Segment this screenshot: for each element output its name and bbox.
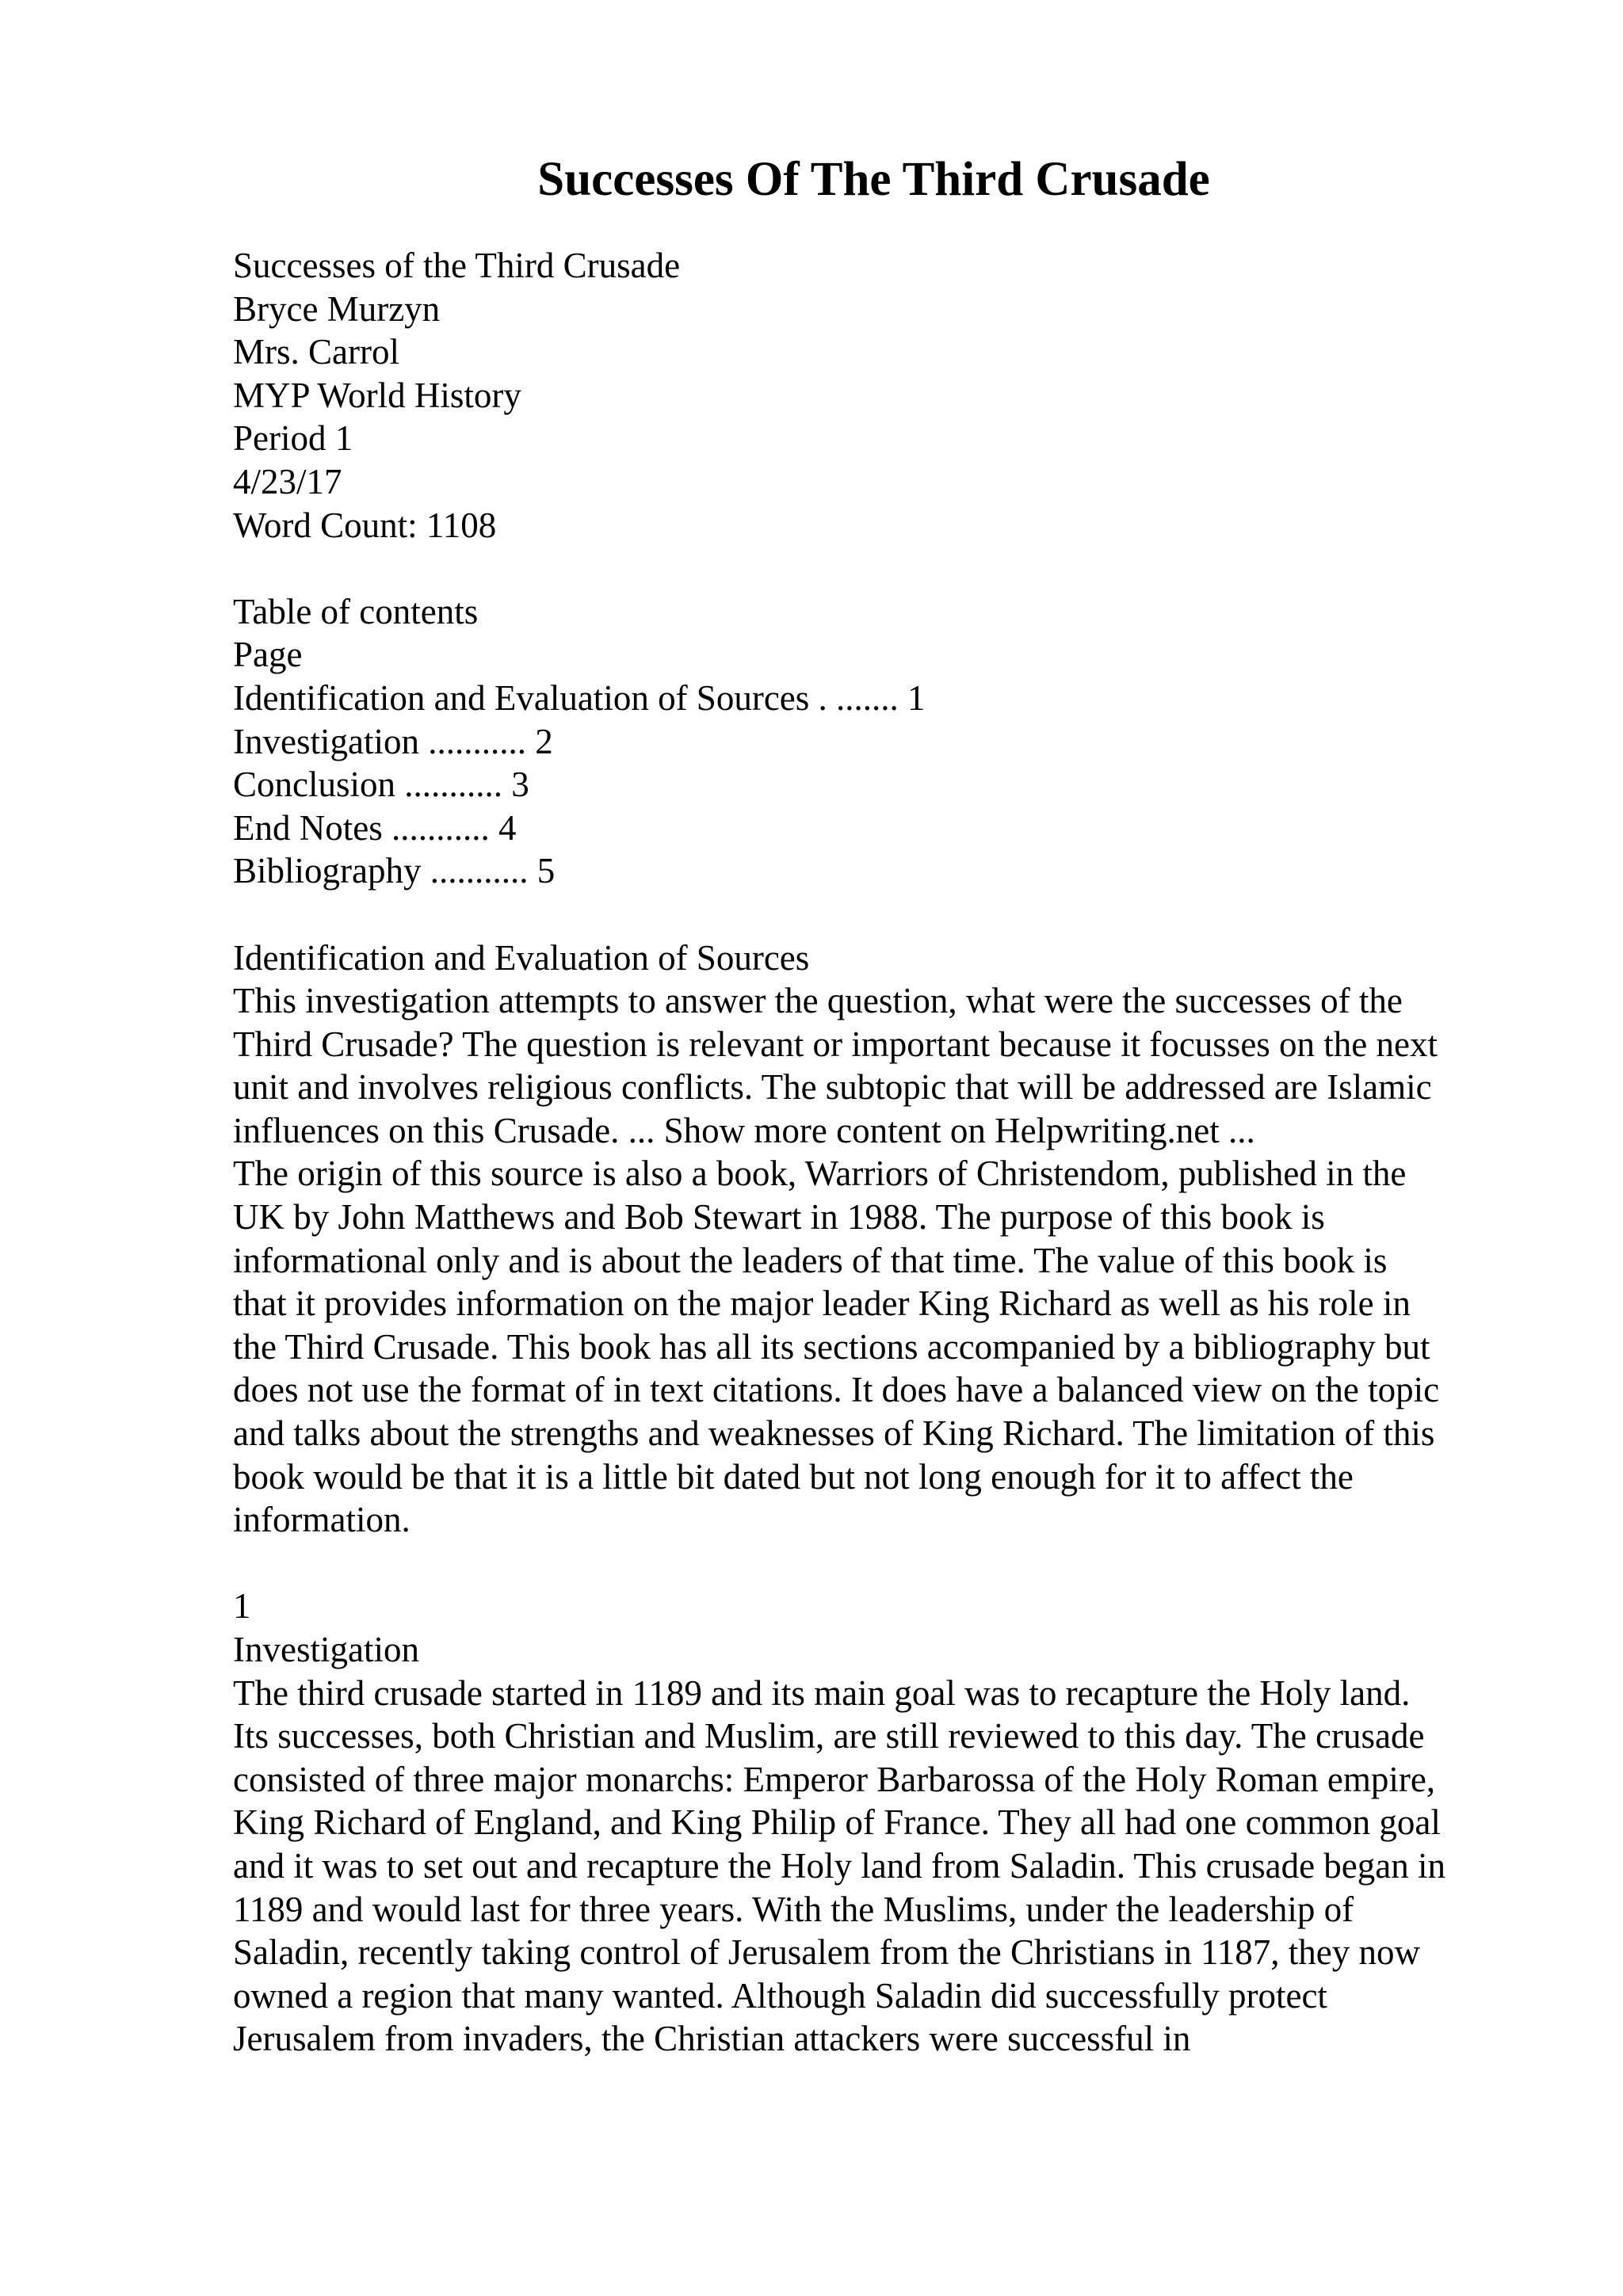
sources-line: and talks about the strengths and weaknesses of King Richard. The limitation of this [233,1413,1435,1454]
header-line: Mrs. Carrol [233,332,399,372]
investigation-line: owned a region that many wanted. Although Saladin did successfully protect [233,1975,1327,2016]
sources-line: UK by John Matthews and Bob Stewart in 1988. The purpose of this book is [233,1197,1325,1238]
sources-line: This investigation attempts to answer the question, what were the successes of the [233,981,1403,1021]
page-number: 1 [233,1586,251,1627]
blank-line [233,893,1517,936]
sources-line: Third Crusade? The question is relevant or important because it focusses on the next [233,1024,1438,1064]
sources-line: informational only and is about the leaders of that time. The value of this book is [233,1240,1388,1280]
blank-line [233,547,1517,590]
blank-line [233,1542,1517,1585]
investigation-line: and it was to set out and recapture the Holy land from Saladin. This crusade began in [233,1845,1445,1886]
sources-line: does not use the format of in text citations. It does have a balanced view on the topic [233,1370,1440,1410]
header-line: Period 1 [233,418,353,459]
toc-line: Conclusion ........... 3 [233,765,529,805]
header-line: Successes of the Third Crusade [233,246,681,285]
toc-line: Page [233,635,303,675]
sources-section [233,936,1517,1542]
investigation-line: 1189 and would last for three years. With the Muslims, under the leadership of [233,1889,1354,1929]
header-line: 4/23/17 [233,461,342,502]
document-title: Successes Of The Third Crusade [537,153,1210,206]
investigation-section [233,1585,1517,2061]
investigation-line: Jerusalem from invaders, the Christian attackers were successful in [233,2019,1191,2059]
sources-line: Identification and Evaluation of Sources [233,937,810,978]
toc-line: Investigation ........... 2 [233,721,553,761]
header-line: Word Count: 1108 [233,505,497,545]
investigation-line: Its successes, both Christian and Muslim, are still reviewed to this day. The crusade [233,1716,1425,1756]
document-body [233,244,1517,2061]
investigation-line: consisted of three major monarchs: Emperor Barbarossa of the Holy Roman empire, [233,1759,1436,1799]
sources-line: that it provides information on the major leader King Richard as well as his role in [233,1283,1411,1324]
sources-line: unit and involves religious conflicts. The subtopic that will be addressed are Islamic [233,1067,1432,1108]
sources-line: The origin of this source is also a book, Warriors of Christendom, published in the [233,1154,1407,1194]
header-line: MYP World History [233,375,521,415]
header-block [233,244,1517,547]
table-of-contents [233,590,1517,893]
header-line: Bryce Murzyn [233,288,441,329]
toc-line: Identification and Evaluation of Sources . ....... 1 [233,677,926,718]
sources-line: influences on this Crusade. ... Show more content on Helpwriting.net ... [233,1110,1255,1150]
investigation-line: King Richard of England, and King Philip of France. They all had one common goal [233,1802,1441,1843]
sources-line: the Third Crusade. This book has all its sections accompanied by a bibliography but [233,1326,1430,1367]
investigation-line: Investigation [233,1630,419,1669]
toc-line: Bibliography ........... 5 [233,851,556,891]
investigation-line: The third crusade started in 1189 and its main goal was to recapture the Holy land. [233,1672,1411,1713]
sources-line: book would be that it is a little bit dated but not long enough for it to affect the [233,1456,1354,1497]
toc-line: Table of contents [233,591,479,631]
sources-line: information. [233,1500,411,1540]
investigation-line: Saladin, recently taking control of Jerusalem from the Christians in 1187, they now [233,1932,1421,1973]
toc-line: End Notes ........... 4 [233,807,517,848]
